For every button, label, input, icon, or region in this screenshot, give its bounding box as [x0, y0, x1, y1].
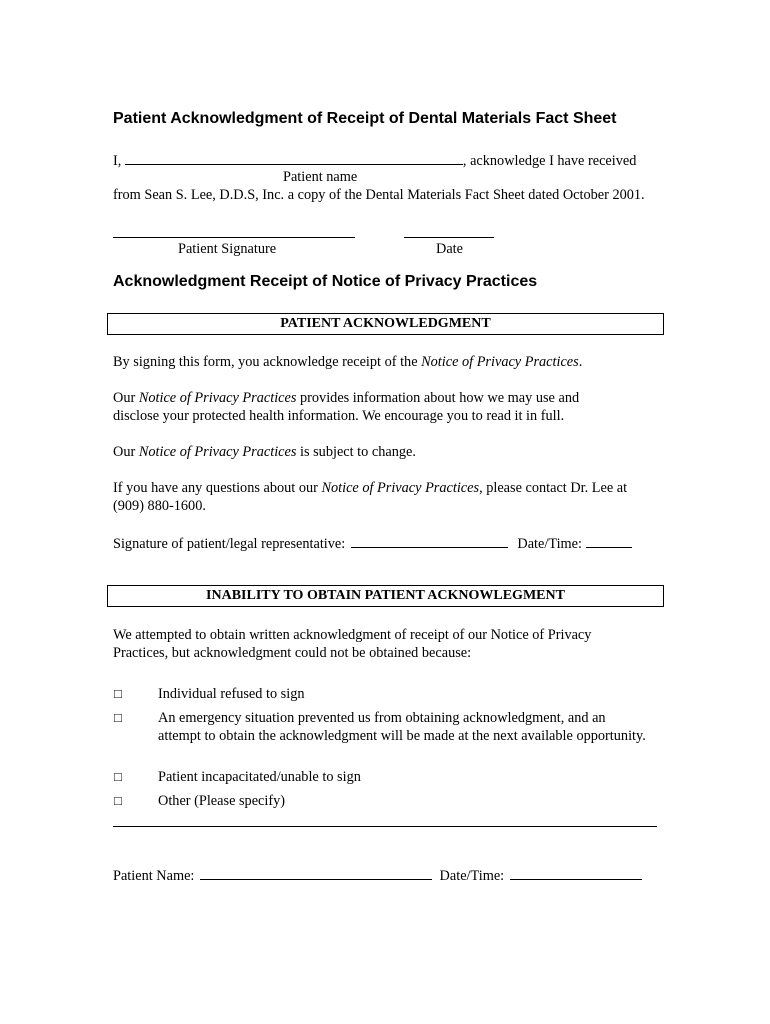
para3-italic: Notice of Privacy Practices [138, 444, 297, 460]
rep-signature-label: Signature of patient/legal representative: [113, 536, 346, 552]
other-specify-line[interactable] [113, 826, 657, 827]
title-dental-materials: Patient Acknowledgment of Receipt of Dental Materials Fact Sheet [113, 110, 617, 127]
para-signing [113, 353, 653, 371]
rep-signature-blank[interactable] [351, 533, 508, 548]
patient-name-label: Patient name [283, 169, 358, 185]
rep-date-blank[interactable] [586, 533, 632, 548]
para2-pre: Our [113, 390, 139, 406]
para4-pre: If you have any questions about our [113, 480, 322, 496]
checkbox-refused[interactable]: □ [114, 686, 122, 701]
option-other: Other (Please specify) [158, 793, 286, 809]
ack-line [113, 150, 636, 170]
ack-prefix: I, [113, 153, 122, 169]
rep-date-label: Date/Time: [517, 536, 582, 552]
para3-pre: Our [113, 444, 139, 460]
bottom-date-blank[interactable] [510, 865, 642, 880]
para4-post: , please contact Dr. Lee at (909) 880-1600. [113, 480, 628, 514]
para-subject-change [113, 443, 653, 461]
checkbox-other[interactable]: □ [114, 793, 122, 808]
patient-signature-line[interactable] [113, 237, 355, 238]
para2-post: provides information about how we may use and disclose your protected health information. We encourage you to read it in full. [113, 390, 580, 424]
para4-italic: Notice of Privacy Practices [321, 480, 480, 496]
patient-name-blank[interactable] [125, 150, 463, 165]
option-refused: Individual refused to sign [158, 686, 305, 702]
para1-italic: Notice of Privacy Practices [421, 354, 579, 370]
patient-acknowledgment-header: PATIENT ACKNOWLEDGMENT [107, 313, 664, 335]
checkbox-incapacitated[interactable]: □ [114, 769, 122, 784]
para1-post: . [578, 354, 583, 370]
para3-post: is subject to change. [296, 444, 416, 460]
from-text: from Sean S. Lee, D.D.S, Inc. a copy of the Dental Materials Fact Sheet dated October 2001. [113, 187, 645, 203]
inability-header: INABILITY TO OBTAIN PATIENT ACKNOWLEGMENT [107, 585, 664, 607]
para-questions [113, 479, 658, 515]
para-provides-info [113, 389, 623, 425]
patient-signature-label: Patient Signature [178, 241, 277, 257]
patient-name-bottom-blank[interactable] [200, 865, 432, 880]
date-label: Date [436, 241, 463, 257]
option-emergency: An emergency situation prevented us from obtaining acknowledgment, and an attempt to obtain the acknowledgment will be made at the next available opportunity. [158, 710, 646, 744]
para1-pre: By signing this form, you acknowledge receipt of the [113, 354, 422, 370]
checkbox-emergency[interactable]: □ [114, 710, 122, 725]
patient-name-bottom-label: Patient Name: [113, 868, 195, 884]
date-line[interactable] [404, 237, 494, 238]
ack-suffix: , acknowledge I have received [462, 153, 637, 169]
para2-italic: Notice of Privacy Practices [138, 390, 297, 406]
rep-signature-row [113, 533, 632, 553]
option-incapacitated: Patient incapacitated/unable to sign [158, 769, 361, 785]
title-privacy-practices: Acknowledgment Receipt of Notice of Privacy Practices [113, 273, 538, 290]
bottom-row [113, 865, 642, 885]
attempt-text: We attempted to obtain written acknowledgment of receipt of our Notice of Privacy Practices, but acknowledgment could not be obtained because: [113, 627, 592, 661]
bottom-date-label: Date/Time: [439, 868, 505, 884]
